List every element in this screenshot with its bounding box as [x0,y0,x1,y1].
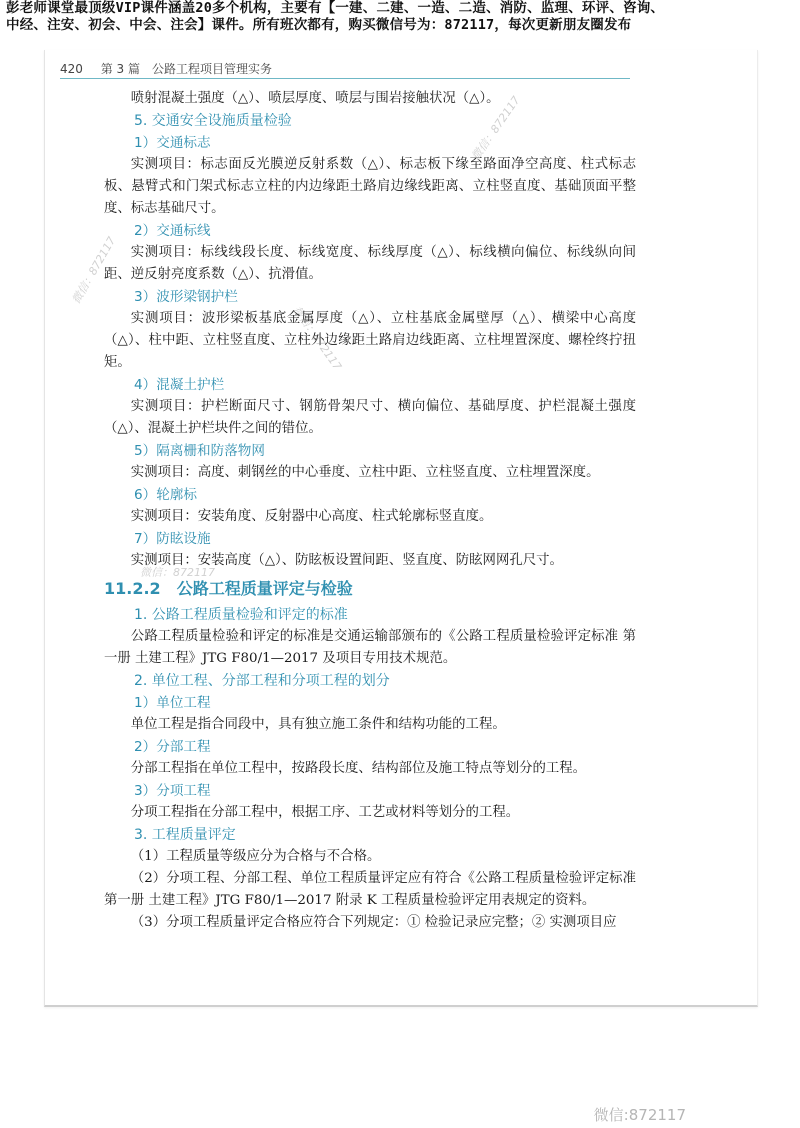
paragraph-standard: 公路工程质量检验和评定的标准是交通运输部颁布的《公路工程质量检验评定标准 第一册 土建工程》JTG F80/1—2017 及项目专用技术规范。 [104,629,636,666]
paragraph-guardrail: 实测项目：波形梁板基底金属厚度（△）、立柱基底金属壁厚（△）、横梁中心高度（△）、柱中距、立柱竖直度、立柱外边缘距土路肩边线距离、立柱埋置深度、螺栓终拧扭矩。 [104,311,636,370]
heading-unit-project: 1）单位工程 [134,695,211,711]
watermark-3: 微信：872117 [290,303,344,373]
part-title: 第 3 篇 公路工程项目管理实务 [100,62,272,76]
page-content [104,88,636,934]
page-header [60,60,630,79]
paragraph-item-project: 分项工程指在分部工程中，根据工序、工艺或材料等划分的工程。 [130,805,520,820]
heading-guardrail: 3）波形梁钢护栏 [134,289,238,305]
paragraph-fence: 实测项目：高度、刺钢丝的中心垂度、立柱中距、立柱竖直度、立柱埋置深度。 [130,465,600,480]
heading-traffic-marking: 2）交通标线 [134,223,211,239]
paragraph-unit-project: 单位工程是指合同段中，具有独立施工条件和结构功能的工程。 [130,717,506,732]
paragraph-evaluation-2: （2）分项工程、分部工程、单位工程质量评定应有符合《公路工程质量检验评定标准 第一册 土建工程》JTG F80/1—2017 附录 K 工程质量检验评定用表规定的资料。 [104,871,636,908]
heading-anti-glare: 7）防眩设施 [134,531,211,547]
heading-quality-evaluation: 3. 工程质量评定 [134,827,236,843]
ad-banner-line-2: 中经、注安、初会、中会、注会】课件。所有班次都有，购买微信号为：872117，每次更新朋友圈发布 [6,17,632,33]
watermark-2: 微信：872117 [69,234,119,306]
heading-traffic-sign: 1）交通标志 [134,135,211,151]
paragraph-evaluation-1: （1）工程质量等级应分为合格与不合格。 [130,849,381,864]
section-number: 11.2.2 [104,579,161,598]
paragraph-evaluation-3: （3）分项工程质量评定合格应符合下列规定：① 检验记录应完整；② 实测项目应 [130,915,617,930]
heading-division: 2. 单位工程、分部工程和分项工程的划分 [134,673,390,689]
heading-outline-marker: 6）轮廓标 [134,487,198,503]
heading-standard: 1. 公路工程质量检验和评定的标准 [134,607,348,623]
page-number: 420 [60,62,83,76]
paragraph-outline-marker: 实测项目：安装角度、反射器中心高度、柱式轮廓标竖直度。 [130,509,493,524]
heading-fence: 5）隔离栅和防落物网 [134,443,265,459]
paragraph-traffic-marking: 实测项目：标线线段长度、标线宽度、标线厚度（△）、标线横向偏位、标线纵向间距、逆反射亮度系数（△）、抗滑值。 [104,245,636,282]
heading-part-project: 2）分部工程 [134,739,211,755]
paragraph-part-project: 分部工程指在单位工程中，按路段长度、结构部位及施工特点等划分的工程。 [130,761,587,776]
ad-banner-line-1: 彭老师课堂最顶级VIP课件涵盖20多个机构，主要有【一建、二建、一造、二造、消防、监理、环评、咨询、 [6,0,665,16]
watermark-1: 微信：872117 [469,93,523,163]
heading-traffic-safety: 5. 交通安全设施质量检验 [134,113,292,129]
paragraph-traffic-sign: 实测项目：标志面反光膜逆反射系数（△）、标志板下缘至路面净空高度、柱式标志板、悬臂式和门架式标志立柱的内边缘距土路肩边缘线距离、立柱竖直度、基础顶面平整度、标志基础尺寸。 [104,157,636,216]
watermark-4: 微信：872117 [140,566,215,579]
section-title: 公路工程质量评定与检验 [176,579,353,598]
heading-concrete-barrier: 4）混凝土护栏 [134,377,225,393]
paragraph-shotcrete: 喷射混凝土强度（△）、喷层厚度、喷层与围岩接触状况（△）。 [130,91,500,106]
paragraph-anti-glare: 实测项目：安装高度（△）、防眩板设置间距、竖直度、防眩网网孔尺寸。 [130,553,563,568]
paragraph-concrete-barrier: 实测项目：护栏断面尺寸、钢筋骨架尺寸、横向偏位、基础厚度、护栏混凝土强度（△）、混凝土护栏块件之间的错位。 [104,399,636,436]
heading-item-project: 3）分项工程 [134,783,211,799]
footer-watermark: 微信:872117 [593,1106,686,1124]
ad-banner [6,0,796,34]
